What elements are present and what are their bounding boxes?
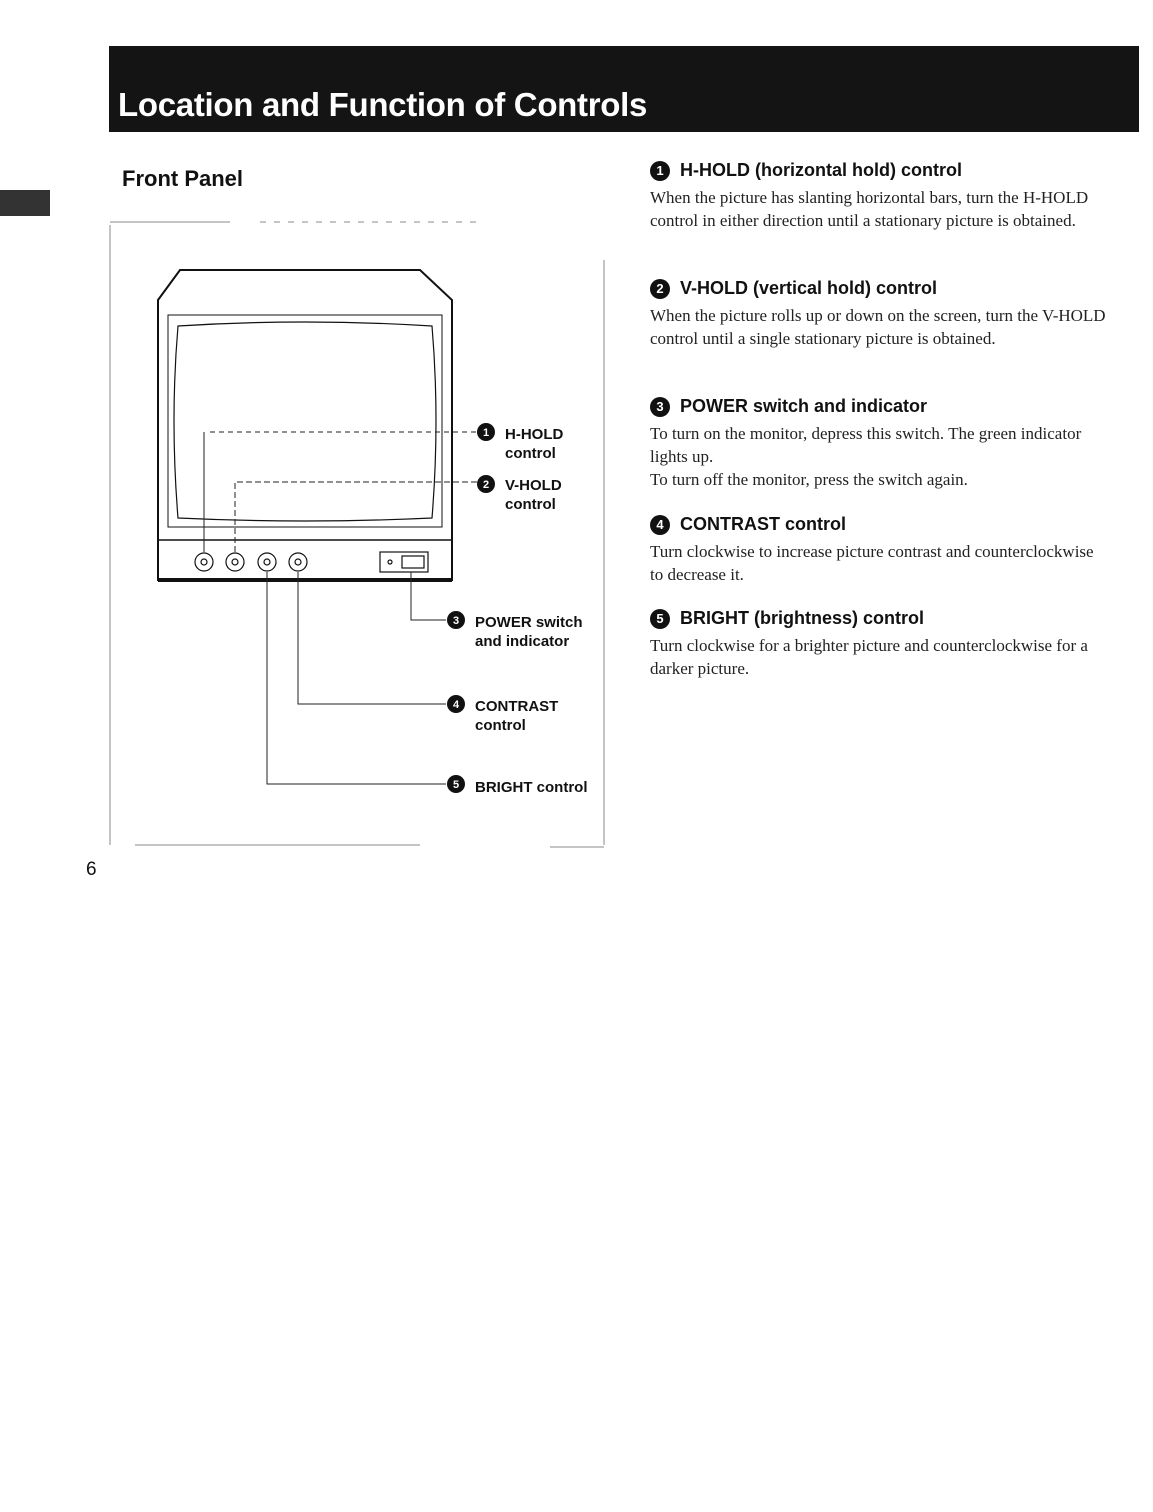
description-title: BRIGHT (brightness) control	[680, 608, 924, 628]
callout-num-3: 3	[452, 615, 460, 627]
callout-label-bright: BRIGHT control	[475, 779, 588, 796]
description-bright	[650, 608, 1110, 680]
callout-num-5: 5	[452, 779, 460, 791]
monitor-body	[158, 270, 452, 580]
description-title: CONTRAST control	[680, 514, 846, 534]
callout-label-vhold: V-HOLD control	[505, 477, 562, 513]
description-hhold	[650, 160, 1110, 232]
number-badge: 3	[650, 397, 670, 417]
number-badge: 1	[650, 161, 670, 181]
description-power	[650, 396, 1110, 491]
description-contrast	[650, 514, 1110, 586]
description-vhold	[650, 278, 1110, 350]
description-body: Turn clockwise for a brighter picture and counterclockwise for a darker picture.	[650, 636, 1088, 678]
description-title: V-HOLD (vertical hold) control	[680, 278, 938, 298]
page-title: Location and Function of Controls	[118, 86, 648, 123]
number-badge: 4	[650, 515, 670, 535]
section-tab-marker	[0, 190, 50, 216]
number-badge: 5	[650, 609, 670, 629]
callout-lines	[204, 432, 478, 784]
description-body: Turn clockwise to increase picture contrast and counterclockwise to decrease it.	[650, 542, 1094, 584]
callout-num-1: 1	[482, 427, 490, 439]
number-badge: 2	[650, 279, 670, 299]
callout-num-2: 2	[482, 479, 490, 491]
callout-label-contrast: CONTRAST control	[475, 698, 559, 734]
diagram-frame	[110, 222, 604, 847]
description-body: To turn on the monitor, depress this switch. The green indicator lights up.	[650, 424, 1082, 466]
callout-label-hhold: H-HOLD control	[505, 426, 564, 462]
description-title: POWER switch and indicator	[680, 396, 928, 416]
description-body: When the picture rolls up or down on the screen, turn the V-HOLD control until a single stationary picture is obtained.	[650, 306, 1106, 348]
callout-label-power: POWER switch and indicator	[475, 614, 583, 650]
description-body-2: To turn off the monitor, press the switch again.	[650, 470, 968, 489]
section-title: Front Panel	[122, 166, 244, 191]
control-knobs	[195, 552, 428, 572]
front-panel-diagram	[100, 200, 620, 860]
description-body: When the picture has slanting horizontal bars, turn the H-HOLD control in either direction until a stationary picture is obtained.	[650, 188, 1089, 230]
description-title: H-HOLD (horizontal hold) control	[680, 160, 962, 180]
callout-num-4: 4	[452, 699, 460, 711]
page-number: 6	[86, 859, 97, 880]
